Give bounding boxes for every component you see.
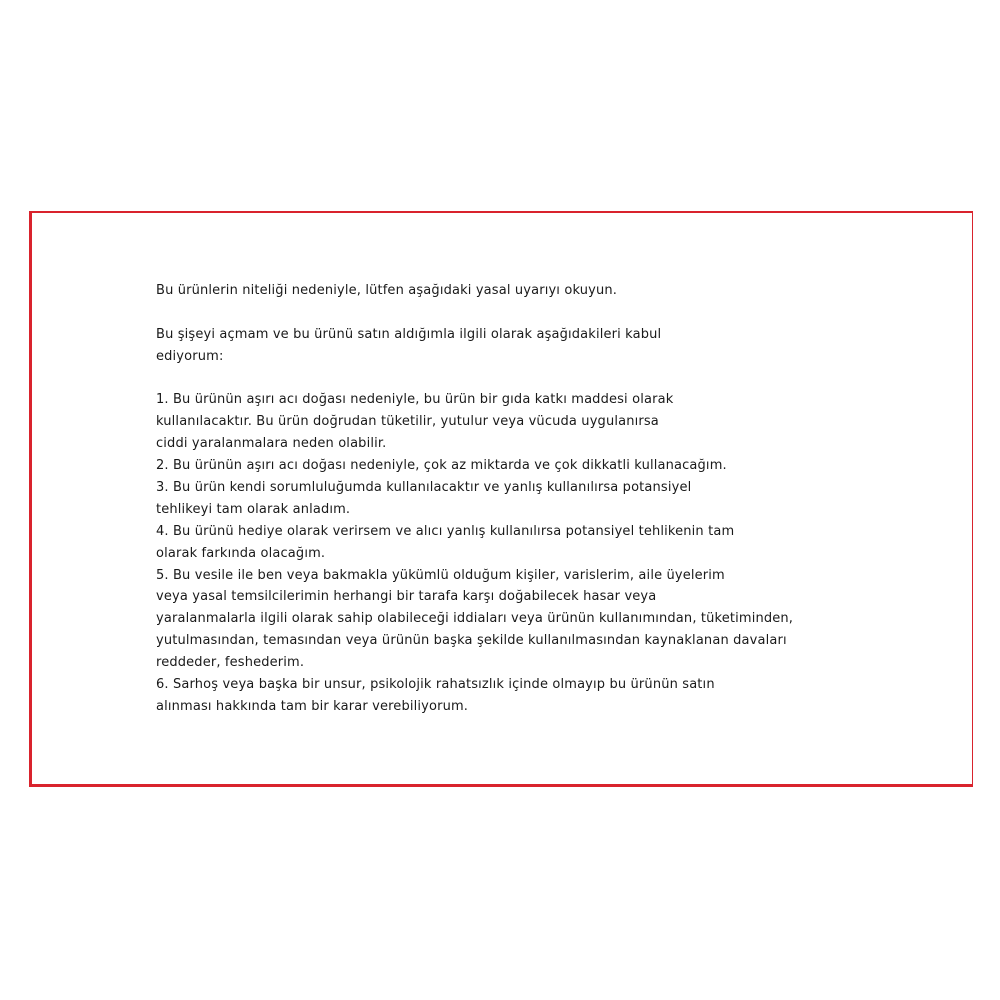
- list-item-4: [156, 521, 876, 565]
- intro-text: Bu ürünlerin niteliği nedeniyle, lütfen aşağıdaki yasal uyarıyı okuyun.: [156, 283, 618, 298]
- list-item-3: [156, 477, 876, 521]
- acknowledgement-line: ediyorum:: [156, 348, 224, 364]
- disclaimer-text: [156, 280, 876, 718]
- list-item-line: olarak farkında olacağım.: [156, 545, 326, 561]
- list-item-line: 2. Bu ürünün aşırı acı doğası nedeniyle, çok az miktarda ve çok dikkatli kullanacağım.: [156, 458, 727, 474]
- list-item-line: 4. Bu ürünü hediye olarak verirsem ve alıcı yanlış kullanılırsa potansiyel tehlikenin tam: [156, 523, 735, 539]
- list-item-line: 3. Bu ürün kendi sorumluluğumda kullanılacaktır ve yanlış kullanılırsa potansiyel: [156, 480, 692, 496]
- list-item-1: [156, 389, 876, 455]
- list-item-6: [156, 674, 876, 718]
- list-item-line: 6. Sarhoş veya başka bir unsur, psikolojik rahatsızlık içinde olmayıp bu ürünün satın: [156, 677, 715, 693]
- acknowledgement-line: Bu şişeyi açmam ve bu ürünü satın aldığımla ilgili olarak aşağıdakileri kabul: [156, 326, 662, 342]
- list-item-line: ciddi yaralanmalara neden olabilir.: [156, 436, 387, 452]
- list-item-line: yaralanmalarla ilgili olarak sahip olabileceği iddiaları veya ürünün kullanımından, tüketiminden,: [156, 611, 794, 627]
- spacer: [156, 368, 876, 390]
- list-item-line: tehlikeyi tam olarak anladım.: [156, 501, 351, 517]
- list-item-line: reddeder, feshederim.: [156, 655, 305, 671]
- spacer: [156, 302, 876, 324]
- list-item-line: 1. Bu ürünün aşırı acı doğası nedeniyle, bu ürün bir gıda katkı maddesi olarak: [156, 392, 674, 408]
- list-item-line: 5. Bu vesile ile ben veya bakmakla yükümlü olduğum kişiler, varislerim, aile üyelerim: [156, 567, 725, 583]
- list-item-line: yutulmasından, temasından veya ürünün başka şekilde kullanılmasından kaynaklanan davaları: [156, 633, 787, 649]
- list-item-line: kullanılacaktır. Bu ürün doğrudan tüketilir, yutulur veya vücuda uygulanırsa: [156, 414, 659, 430]
- list-item-2: [156, 455, 876, 477]
- list-item-5: [156, 565, 876, 674]
- list-item-line: alınması hakkında tam bir karar verebiliyorum.: [156, 698, 469, 714]
- list-item-line: veya yasal temsilcilerimin herhangi bir tarafa karşı doğabilecek hasar veya: [156, 589, 657, 605]
